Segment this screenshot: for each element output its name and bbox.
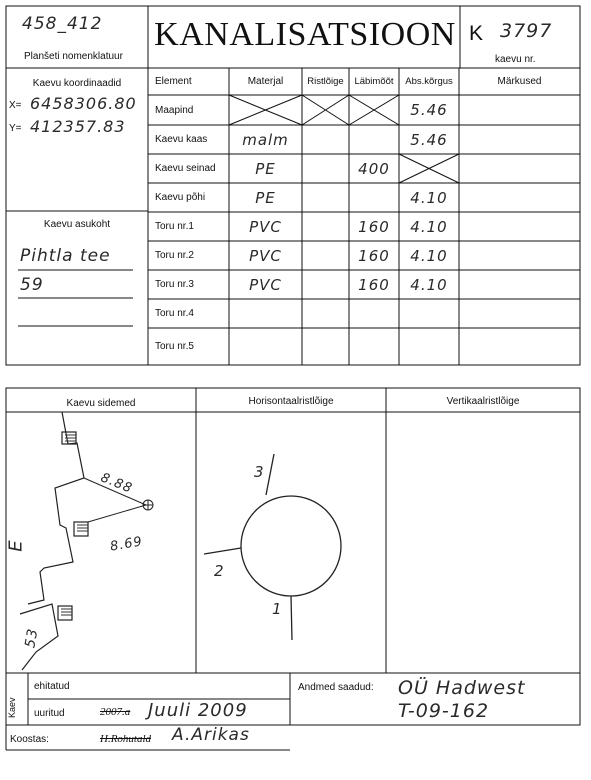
row-material: PVC [249,275,282,294]
row-elevation: 4.10 [410,188,448,207]
row-material: PE [255,188,276,207]
page-title: KANALISATSIOON [154,16,456,53]
col-header-notes: Märkused [497,76,542,87]
pipe-2-line [204,548,241,554]
sheet-number: 458_412 [22,14,103,34]
row-diameter: 160 [358,246,390,265]
x-value: 6458306.80 [30,94,137,113]
pipe-label-2: 2 [214,562,225,580]
pipe-label-3: 3 [254,463,265,481]
data-from-company: OÜ Hadwest [398,677,526,699]
location-number: 59 [20,275,44,295]
row-elevation: 4.10 [410,217,448,236]
row-elevation: 5.46 [410,101,448,119]
row-diameter: 160 [358,217,390,236]
well-circle [241,496,341,596]
row-material: PVC [249,246,282,265]
surveyed-handwritten: Juuli 2009 [148,700,248,721]
col-header-element: Element [155,76,192,87]
compiled-printed: H.Rohutald [100,733,152,745]
row-material: PE [255,159,276,178]
row-element: Kaevu kaas [155,134,208,145]
row-element: Kaevu põhi [155,192,206,203]
building-label-1: E [5,539,27,552]
building-label-2: 53 [22,626,42,650]
pipe-1-line [291,596,292,640]
coords-title: Kaevu koordinaadid [32,78,122,89]
row-element: Toru nr.3 [155,279,194,290]
row-diameter: 400 [358,159,390,178]
horizontal-title: Horisontaalristlõige [248,395,334,407]
built-label: ehitatud [34,681,70,692]
row-material: PVC [249,217,282,236]
surveyed-printed: 2007.a [100,706,131,718]
row-element: Toru nr.4 [155,308,194,319]
row-element: Kaevu seinad [155,163,216,174]
col-header-diameter: Läbimõõt [354,76,394,87]
y-value: 412357.83 [30,117,126,136]
data-from-code: T-09-162 [398,700,490,722]
row-element: Toru nr.5 [155,341,194,352]
location-title: Kaevu asukoht [43,219,111,230]
col-header-section: Ristlõige [307,76,344,87]
row-material: malm [242,130,289,149]
vertical-title: Vertikaalristlõige [446,395,520,407]
side-label: Kaev [7,697,17,718]
well-number: 3797 [500,20,553,42]
y-label: Y= [9,123,22,134]
row-element: Toru nr.1 [155,221,194,232]
well-caption: kaevu nr. [495,54,536,65]
row-elevation: 5.46 [410,130,448,149]
surveyed-label: uuritud [34,708,65,719]
row-elevation: 4.10 [410,275,448,294]
row-element: Toru nr.2 [155,250,194,261]
col-header-elevation: Abs.kõrgus [405,76,453,87]
pipe-3-line [266,454,274,495]
sheet-caption: Planšeti nomenklatuur [24,51,123,62]
compiled-label: Koostas: [10,734,49,745]
location-street: Pihtla tee [20,246,111,266]
tie-distance-1: 8.88 [98,470,135,497]
tie-distance-2: 8.69 [108,534,145,555]
col-header-material: Materjal [247,76,284,87]
well-prefix: K [469,22,484,45]
row-elevation: 4.10 [410,246,448,265]
x-label: X= [9,100,22,111]
data-from-label: Andmed saadud: [298,682,374,693]
ties-title: Kaevu sidemed [66,397,136,409]
pipe-label-1: 1 [272,600,283,618]
row-diameter: 160 [358,275,390,294]
compiled-handwritten: A.Arikas [172,725,250,745]
row-element: Maapind [155,104,194,116]
